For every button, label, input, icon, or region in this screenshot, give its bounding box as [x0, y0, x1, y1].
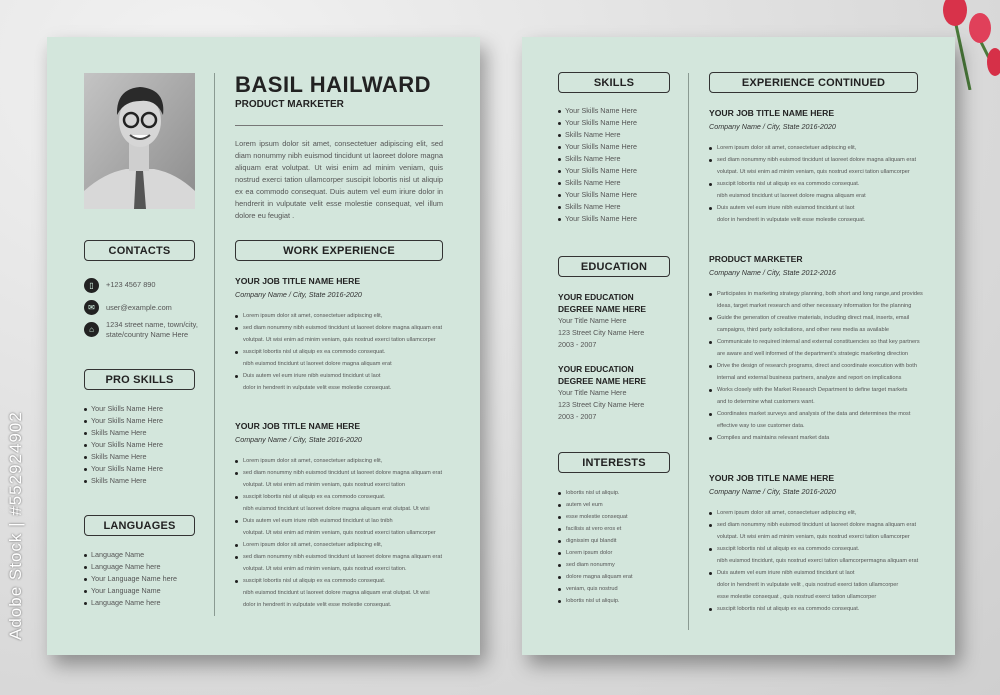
job-bullet: Guide the generation of creative materials, including direct mail, inserts, email — [709, 312, 923, 324]
education-heading: EDUCATION — [558, 256, 670, 277]
job-bullet: volutpat. Ut wisi enim ad minim veniam, quis nostrud exerci tation — [243, 482, 405, 488]
job-bullet: ideas, target market research and other necessary information for the planning — [717, 303, 912, 309]
interest-item: sed diam nonummy — [558, 559, 633, 571]
education-entry — [558, 363, 646, 423]
job-bullet: sed diam nonummy nibh euismod tincidunt ut laoreet dolore magna aliquam erat — [235, 322, 442, 334]
skill-item: Skills Name Here — [84, 475, 163, 487]
job-bullet: dolor in hendrerit in vulputate velit esse molestie consequat. — [243, 385, 392, 391]
language-item: Language Name — [84, 549, 177, 561]
languages-heading: LANGUAGES — [84, 515, 195, 536]
home-icon: ⌂ — [84, 322, 99, 337]
job-bullet: suscipit lobortis nisl ut aliquip ex ea commodo consequat. — [709, 603, 918, 615]
interest-item: facilisis at vero eros et — [558, 523, 633, 535]
job-title: YOUR JOB TITLE NAME HERE — [235, 421, 361, 431]
skill-item: Your Skills Name Here — [558, 213, 637, 225]
language-item: Your Language Name — [84, 585, 177, 597]
job-bullet-list — [235, 455, 442, 611]
candidate-title: PRODUCT MARKETER — [235, 99, 344, 110]
skill-item: Your Skills Name Here — [558, 117, 637, 129]
job-bullet: effective way to use customer data. — [717, 423, 805, 429]
job-company: Company Name / City, State 2016-2020 — [235, 290, 362, 299]
job-bullet: volutpat. Ut wisi enim ad minim veniam, quis nostrud exerci tation. — [243, 566, 407, 572]
job-bullet: Duis autem vel eum iriure nibh euismod tincidunt ut laot — [709, 567, 918, 579]
interest-item: esse molestie consequat — [558, 511, 633, 523]
job-bullet: volutpat. Ut wisi enim ad minim veniam, quis nostrud exerci tation ullamcorper — [243, 337, 436, 343]
header-rule — [235, 125, 443, 126]
interests-heading: INTERESTS — [558, 452, 670, 473]
job-bullet: dolor in hendrerit in vulputate velit esse molestie consequat. — [717, 217, 866, 223]
job-bullet-list — [235, 310, 442, 394]
education-years: 2003 - 2007 — [558, 340, 597, 349]
language-item: Language Name here — [84, 597, 177, 609]
job-bullet: Compiles and maintains relevant market data — [709, 432, 923, 444]
resume-page-1 — [47, 37, 480, 655]
skills-heading: SKILLS — [558, 72, 670, 93]
job-bullet: dolor in hendrerit in vulputate velit esse molestie consequat. — [243, 602, 392, 608]
education-years: 2003 - 2007 — [558, 412, 597, 421]
job-bullet: Works closely with the Market Research Department to define target markets — [709, 384, 923, 396]
degree-name: YOUR EDUCATION — [558, 292, 634, 302]
job-entry — [709, 108, 916, 226]
degree-name: DEGREE NAME HERE — [558, 304, 646, 314]
candidate-name: BASIL HAILWARD — [235, 72, 432, 97]
job-bullet: nibh euismod tincidunt ut laoreet dolore magna aliquam erat — [243, 361, 392, 367]
skill-item: Your Skills Name Here — [84, 439, 163, 451]
skill-item: Your Skills Name Here — [558, 141, 637, 153]
interest-item: lobortis nisl ut aliquip. — [558, 595, 633, 607]
job-company: Company Name / City, State 2012-2016 — [709, 268, 836, 277]
resume-page-2 — [522, 37, 955, 655]
contacts-heading: CONTACTS — [84, 240, 195, 261]
job-bullet: are aware and well informed of the department's strategic marketing direction — [717, 351, 909, 357]
job-bullet: Duis autem vel eum iriure nibh euismod tincidunt ut laot — [235, 370, 442, 382]
column-divider — [688, 73, 689, 630]
experience-continued-heading: EXPERIENCE CONTINUED — [709, 72, 918, 93]
skill-item: Skills Name Here — [558, 177, 637, 189]
job-company: Company Name / City, State 2016-2020 — [709, 487, 836, 496]
job-bullet: suscipit lobortis nisl ut aliquip ex ea commodo consequat. — [709, 178, 916, 190]
profile-photo — [84, 73, 195, 209]
skill-item: Skills Name Here — [558, 153, 637, 165]
job-bullet: suscipit lobortis nisl ut aliquip ex ea commodo consequat. — [235, 346, 442, 358]
column-divider — [214, 73, 215, 616]
language-item: Your Language Name here — [84, 573, 177, 585]
skill-item: Your Skills Name Here — [558, 105, 637, 117]
education-entry — [558, 291, 646, 351]
job-bullet: Drive the design of research programs, direct and coordinate execution with both — [709, 360, 923, 372]
job-bullet-list — [709, 142, 916, 226]
job-bullet: Lorem ipsum dolor sit amet, consectetuer adipiscing elit, — [709, 142, 916, 154]
job-bullet: suscipit lobortis nisl ut aliquip ex ea commodo consequat. — [709, 543, 918, 555]
job-bullet: Lorem ipsum dolor sit amet, consectetuer adipiscing elit, — [709, 507, 918, 519]
degree-name: DEGREE NAME HERE — [558, 376, 646, 386]
interest-item: veniam, quis nostrud — [558, 583, 633, 595]
interest-item: dignissim qui blandit — [558, 535, 633, 547]
skill-item: Your Skills Name Here — [84, 403, 163, 415]
job-bullet-list — [709, 288, 923, 444]
language-item: Language Name here — [84, 561, 177, 573]
skill-item: Skills Name Here — [84, 451, 163, 463]
job-title: YOUR JOB TITLE NAME HERE — [709, 108, 835, 118]
phone-icon: ▯ — [84, 278, 99, 293]
job-bullet: campaigns, third party solicitations, and other new media as available — [717, 327, 889, 333]
job-bullet: nibh euismod tincidunt, quis nostrud exerci tation ullamcorpermagna aliquam erat — [717, 558, 919, 564]
summary-text: Lorem ipsum dolor sit amet, consectetuer adipiscing elit, sed diam nonummy nibh euismod tincidunt ut laoreet dolore magna aliquam erat volutpat. Ut wisi enim ad minim veniam, quis nostrud exerci tation ullamcorper suscipit lobortis nisl ut aliquip ex ea commodo consequat. Duis autem vel eum iriure dolor in hendrerit in vulputate velit esse molestie consequat, vel illum dolore eu feugiat . — [235, 139, 443, 220]
job-company: Company Name / City, State 2016-2020 — [709, 122, 836, 131]
skill-item: Your Skills Name Here — [84, 463, 163, 475]
skill-item-list — [558, 105, 637, 225]
watermark: Adobe Stock | #552924902 — [6, 411, 25, 640]
job-bullet: volutpat. Ut wisi enim ad minim veniam, quis nostrud exerci tation ullamcorper — [243, 530, 436, 536]
job-title: YOUR JOB TITLE NAME HERE — [235, 276, 361, 286]
degree-name: YOUR EDUCATION — [558, 364, 634, 374]
job-bullet: and to determine what customers want. — [717, 399, 815, 405]
interest-item: Lorem ipsum dolor — [558, 547, 633, 559]
job-title: PRODUCT MARKETER — [709, 254, 803, 264]
job-bullet: Lorem ipsum dolor sit amet, consectetuer adipiscing elit, — [235, 310, 442, 322]
pro-skills-heading: PRO SKILLS — [84, 369, 195, 390]
interest-item: autem vel eum — [558, 499, 633, 511]
job-bullet: suscipit lobortis nisl ut aliquip ex ea commodo consequat. — [235, 575, 442, 587]
job-bullet: internal and external business partners, analyze and report on implications — [717, 375, 902, 381]
skill-item: Skills Name Here — [558, 201, 637, 213]
work-experience-heading: WORK EXPERIENCE — [235, 240, 443, 261]
job-bullet: dolor in hendrerit in vulputate velit , quis nostrud exerci tation ullamcorper — [717, 582, 899, 588]
skill-item-list — [84, 403, 163, 487]
job-bullet: Communicate to required internal and external constituencies so that key partners — [709, 336, 923, 348]
job-bullet: Participates in marketing strategy planning, both short and long range,and provides — [709, 288, 923, 300]
skill-item: Skills Name Here — [558, 129, 637, 141]
job-title: YOUR JOB TITLE NAME HERE — [709, 473, 835, 483]
contact-phone: +123 4567 890 — [106, 280, 156, 289]
skill-item: Your Skills Name Here — [558, 189, 637, 201]
job-bullet: volutpat. Ut wisi enim ad minim veniam, quis nostrud exerci tation ullamcorper — [717, 534, 910, 540]
job-bullet: Duis autem vel eum iriure nibh euismod tincidunt ut lao tnibh — [235, 515, 442, 527]
job-bullet: esse molestie consequat , quis nostrud exerci tation ullamcorper — [717, 594, 877, 600]
job-bullet: sed diam nonummy nibh euismod tincidunt ut laoreet dolore magna aliquam erat — [235, 551, 442, 563]
interest-item: dolore magna aliquam erat — [558, 571, 633, 583]
job-bullet: Duis autem vel eum iriure nibh euismod tincidunt ut laot — [709, 202, 916, 214]
job-bullet: Coordinates market surveys and analysis of the data and determines the most — [709, 408, 923, 420]
job-bullet: nibh euismod tincidunt ut laoreet dolore magna aliquam erat — [717, 193, 866, 199]
job-bullet: sed diam nonummy nibh euismod tincidunt ut laoreet dolore magna aliquam erat — [235, 467, 442, 479]
job-entry — [235, 421, 442, 611]
job-bullet-list — [709, 507, 918, 615]
job-entry — [709, 473, 918, 615]
contact-address: 1234 street name, town/city, state/country Name Here — [106, 320, 198, 339]
job-bullet: Lorem ipsum dolor sit amet, consectetuer adipiscing elit, — [235, 455, 442, 467]
interest-item-list — [558, 487, 633, 607]
education-title: Your Title Name Here — [558, 388, 627, 397]
job-bullet: volutpat. Ut wisi enim ad minim veniam, quis nostrud exerci tation ullamcorper — [717, 169, 910, 175]
skill-item: Your Skills Name Here — [84, 415, 163, 427]
education-address: 123 Street City Name Here — [558, 328, 645, 337]
language-item-list — [84, 549, 177, 609]
job-bullet: Lorem ipsum dolor sit amet, consectetuer adipiscing elit, — [235, 539, 442, 551]
job-bullet: sed diam nonummy nibh euismod tincidunt ut laoreet dolore magna aliquam erat — [709, 519, 918, 531]
contact-email: user@example.com — [106, 303, 172, 312]
job-bullet: suscipit lobortis nisl ut aliquip ex ea commodo consequat. — [235, 491, 442, 503]
job-entry — [235, 276, 442, 394]
skill-item: Skills Name Here — [84, 427, 163, 439]
email-icon: ✉ — [84, 300, 99, 315]
job-bullet: nibh euismod tincidunt ut laoreet dolore magna aliquam erat olutpat. Ut wisi — [243, 590, 430, 596]
job-bullet: nibh euismod tincidunt ut laoreet dolore magna aliquam erat olutpat. Ut wisi — [243, 506, 430, 512]
skill-item: Your Skills Name Here — [558, 165, 637, 177]
education-address: 123 Street City Name Here — [558, 400, 645, 409]
job-bullet: sed diam nonummy nibh euismod tincidunt ut laoreet dolore magna aliquam erat — [709, 154, 916, 166]
education-title: Your Title Name Here — [558, 316, 627, 325]
interest-item: lobortis nisl ut aliquip. — [558, 487, 633, 499]
job-company: Company Name / City, State 2016-2020 — [235, 435, 362, 444]
job-entry — [709, 254, 923, 444]
